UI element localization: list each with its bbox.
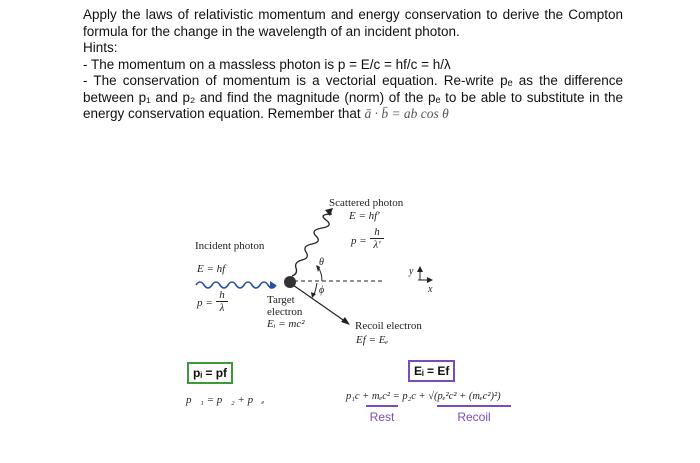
target-electron-label	[267, 294, 305, 330]
incident-wave	[196, 282, 276, 288]
phi-arc	[314, 283, 317, 295]
phi-arrowhead	[311, 292, 316, 298]
dot-product-formula: ā · b̄ = ab cos θ	[364, 106, 449, 121]
scattered-energy: E = hf′	[349, 210, 380, 222]
hints-label: Hints:	[83, 40, 118, 55]
target-energy: Eᵢ = mc²	[267, 318, 305, 330]
rest-energy-annotation	[366, 405, 398, 424]
target-electron	[284, 276, 296, 288]
hint-2-text: - The conservation of momentum is a vectorial equation. Re-write pₑ as the difference between p₁ and p₂ and find the magnitude (norm) of the pₑ to be able to substitute in the energy conservation equation. Remember that	[83, 73, 623, 121]
theta-label: θ	[319, 257, 324, 268]
momentum-conservation-box: pᵢ = pf	[187, 362, 233, 384]
y-axis-label: y	[409, 266, 414, 277]
hint-1: - The momentum on a massless photon is p = E/c = hf/c = h/λ	[83, 56, 451, 72]
incident-frac-den: λ	[219, 302, 225, 314]
recoil-label: Recoil	[457, 410, 491, 424]
rest-label: Rest	[369, 410, 395, 424]
problem-main: Apply the laws of relativistic momentum and energy conservation to derive the Compton formula for the change in the wavelength of an incident photon.	[83, 7, 623, 39]
scattered-photon-title: Scattered photon	[329, 197, 404, 209]
recoil-energy-annotation	[437, 405, 511, 424]
rest-underline	[366, 405, 398, 407]
scattered-momentum-label: p =	[351, 235, 367, 247]
incident-photon-title: Incident photon	[195, 240, 265, 252]
phi-label: ϕ	[319, 285, 325, 296]
scattered-wave	[292, 214, 332, 276]
scattered-momentum-fraction	[370, 226, 384, 251]
momentum-vector-equation: p⃗₁ = p⃗₂ + p⃗ₑ	[186, 394, 265, 406]
recoil-underline	[437, 405, 511, 407]
energy-equation: p₁c + mₑc² = p₂c + √(pₑ²c² + (mₑc²)²)	[346, 391, 501, 402]
x-axis-label: x	[428, 284, 433, 295]
recoil-energy: Ef = Eₑ	[356, 334, 389, 346]
incident-momentum-label: p =	[197, 297, 213, 309]
scattered-frac-den: λ′	[373, 239, 381, 251]
target-line-2: electron	[267, 306, 303, 318]
target-line-1: Target	[267, 294, 295, 306]
incident-momentum-fraction	[216, 289, 228, 314]
scattered-frac-num: h	[370, 226, 384, 239]
energy-conservation-box: Eᵢ = Ef	[408, 360, 455, 382]
incident-energy: E = hf	[197, 263, 226, 275]
recoil-electron-title: Recoil electron	[355, 320, 422, 332]
recoil-arrowhead	[341, 317, 350, 325]
incident-frac-num: h	[216, 289, 228, 302]
